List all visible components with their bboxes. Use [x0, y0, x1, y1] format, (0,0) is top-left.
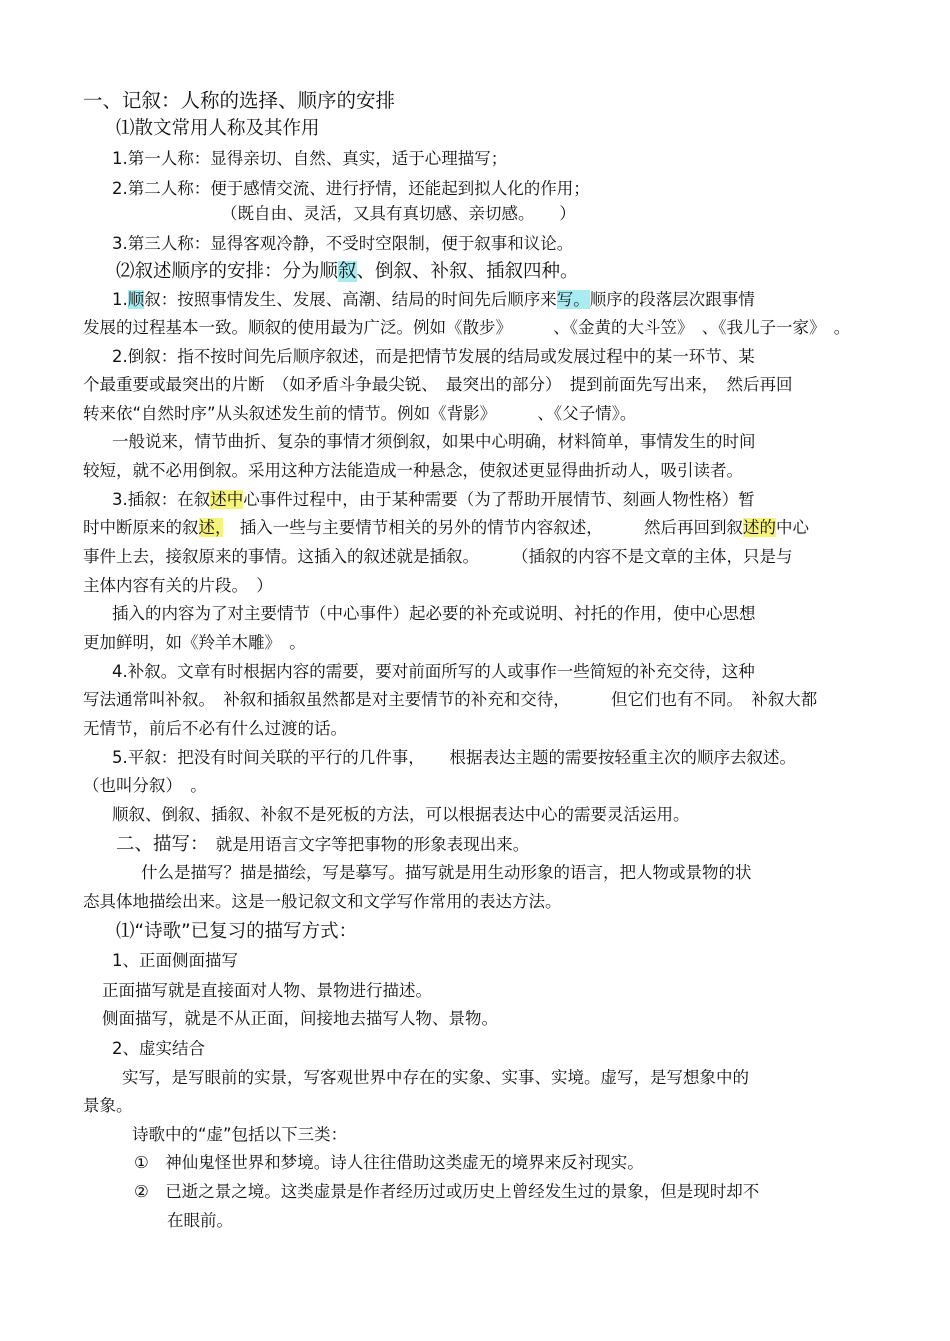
text-line: 顺叙、倒叙、插叙、补叙不是死板的方法，可以根据表达中心的需要灵活运用。 — [112, 805, 690, 824]
text-span: 顺序的段落层次跟事情 — [589, 290, 755, 309]
text-line: 发展的过程基本一致。顺叙的使用最为广泛。例如《散步》 、《金黄的大斗笠》 、《我儿子一家》 。 — [83, 318, 851, 337]
text-line: （也叫分叙） 。 — [83, 776, 207, 795]
text-line: （既自由、灵活，又具有真切感、亲切感。 ） — [221, 204, 576, 223]
text-line — [116, 836, 529, 855]
highlighted-text: 写。 — [556, 290, 590, 309]
text-span: 心事件过程中，由于某种需要（为了帮助开展情节、刻画人物性格）暂 — [243, 490, 755, 509]
text-span: 1. — [112, 290, 128, 309]
highlighted-text: 顺 — [127, 290, 145, 309]
highlighted-text: 叙 — [338, 261, 357, 282]
text-line: 事件上去，接叙原来的事情。这插入的叙述就是插叙。 （插叙的内容不是文章的主体，只是与 — [83, 547, 793, 566]
text-line: ⑴散文常用人称及其作用 — [116, 118, 320, 139]
text-line — [112, 292, 755, 309]
text-line: 主体内容有关的片段。 ） — [83, 576, 273, 595]
text-span: ⑵叙述顺序的安排：分为顺 — [116, 261, 339, 282]
text-line: 在眼前。 — [167, 1211, 233, 1230]
text-line: 什么是描写？描是描绘，写是摹写。描写就是用生动形象的语言，把人物或景物的状 — [141, 863, 752, 882]
text-line: 3.第三人称：显得客观冷静，不受时空限制，便于叙事和议论。 — [112, 234, 574, 253]
text-line: 态具体地描绘出来。这是一般记叙文和文学写作常用的表达方法。 — [83, 892, 562, 911]
text-line: 转来依“自然时序”从头叙述发生前的情节。例如《背影》 、《父子情》。 — [83, 404, 637, 423]
text-line: 一、记叙：人称的选择、顺序的安排 — [83, 89, 396, 112]
text-span: 叙：按照事情发生、发展、高潮、结局的时间先后顺序来 — [144, 290, 557, 309]
text-line: 1.第一人称：显得亲切、自然、真实，适于心理描写； — [112, 149, 508, 168]
text-line: 景象。 — [83, 1096, 133, 1115]
text-span: 插入一些与主要情节相关的另外的情节内容叙述， 然后再回到叙 — [223, 518, 743, 537]
text-line: 5.平叙：把没有时间关联的平行的几件事， 根据表达主题的需要按轻重主次的顺序去叙述。 — [112, 748, 796, 767]
text-line: ⑴“诗歌”已复习的描写方式： — [116, 921, 358, 942]
text-line: 写法通常叫补叙。 补叙和插叙虽然都是对主要情节的补充和交待， 但它们也有不同。 补叙大都 — [83, 690, 818, 709]
text-span: 就是用语言文字等把事物的形象表现出来。 — [199, 835, 530, 854]
text-line — [83, 520, 809, 537]
highlighted-text: 述， — [198, 518, 224, 537]
text-line: 2.倒叙：指不按时间先后顺序叙述，而是把情节发展的结局或发展过程中的某一环节、某 — [112, 347, 755, 366]
text-line: 2、虚实结合 — [112, 1039, 205, 1058]
highlighted-text: 述的 — [743, 518, 776, 537]
text-span: 中心 — [776, 518, 809, 537]
text-line: 实写，是写眼前的实景，写客观世界中存在的实象、实事、实境。虚写，是写想象中的 — [122, 1068, 749, 1087]
text-line: 插入的内容为了对主要情节（中心事件）起必要的补充或说明、衬托的作用，使中心思想 — [112, 604, 756, 623]
text-line — [112, 492, 755, 509]
text-line: 4.补叙。文章有时根据内容的需要，要对前面所写的人或事作一些简短的补充交待，这种 — [112, 662, 755, 681]
text-line: 更加鲜明，如《羚羊木雕》 。 — [83, 633, 306, 652]
text-line: 侧面描写，就是不从正面，间接地去描写人物、景物。 — [102, 1009, 498, 1028]
text-line: ② 已逝之景之境。这类虚景是作者经历过或历史上曾经发生过的景象，但是现时却不 — [134, 1182, 760, 1201]
text-line: 较短，就不必用倒叙。采用这种方法能造成一种悬念，使叙述更显得曲折动人，吸引读者。 — [83, 461, 743, 480]
text-line: 1、正面侧面描写 — [112, 951, 238, 970]
text-line: ① 神仙鬼怪世界和梦境。诗人往往借助这类虚无的境界来反衬现实。 — [134, 1153, 644, 1172]
text-line: 无情节，前后不必有什么过渡的话。 — [83, 719, 347, 738]
highlighted-text: 述中 — [210, 490, 244, 509]
text-span: 时中断原来的叙 — [83, 518, 199, 537]
text-span: 二、描写： — [116, 834, 200, 855]
text-line: 2.第二人称：便于感情交流、进行抒情，还能起到拟人化的作用； — [112, 179, 590, 198]
text-span: 3.插叙：在叙 — [112, 490, 211, 509]
text-line: 个最重要或最突出的片断 （如矛盾斗争最尖锐、 最突出的部分） 提到前面先写出来， 然后再回 — [83, 375, 793, 394]
text-line — [116, 263, 579, 282]
text-line: 一般说来，情节曲折、复杂的事情才须倒叙，如果中心明确，材料简单，事情发生的时间 — [112, 432, 756, 451]
text-line: 诗歌中的“虚”包括以下三类： — [132, 1125, 348, 1144]
text-line: 正面描写就是直接面对人物、景物进行描述。 — [102, 981, 432, 1000]
text-span: 、倒叙、补叙、插叙四种。 — [356, 261, 579, 282]
